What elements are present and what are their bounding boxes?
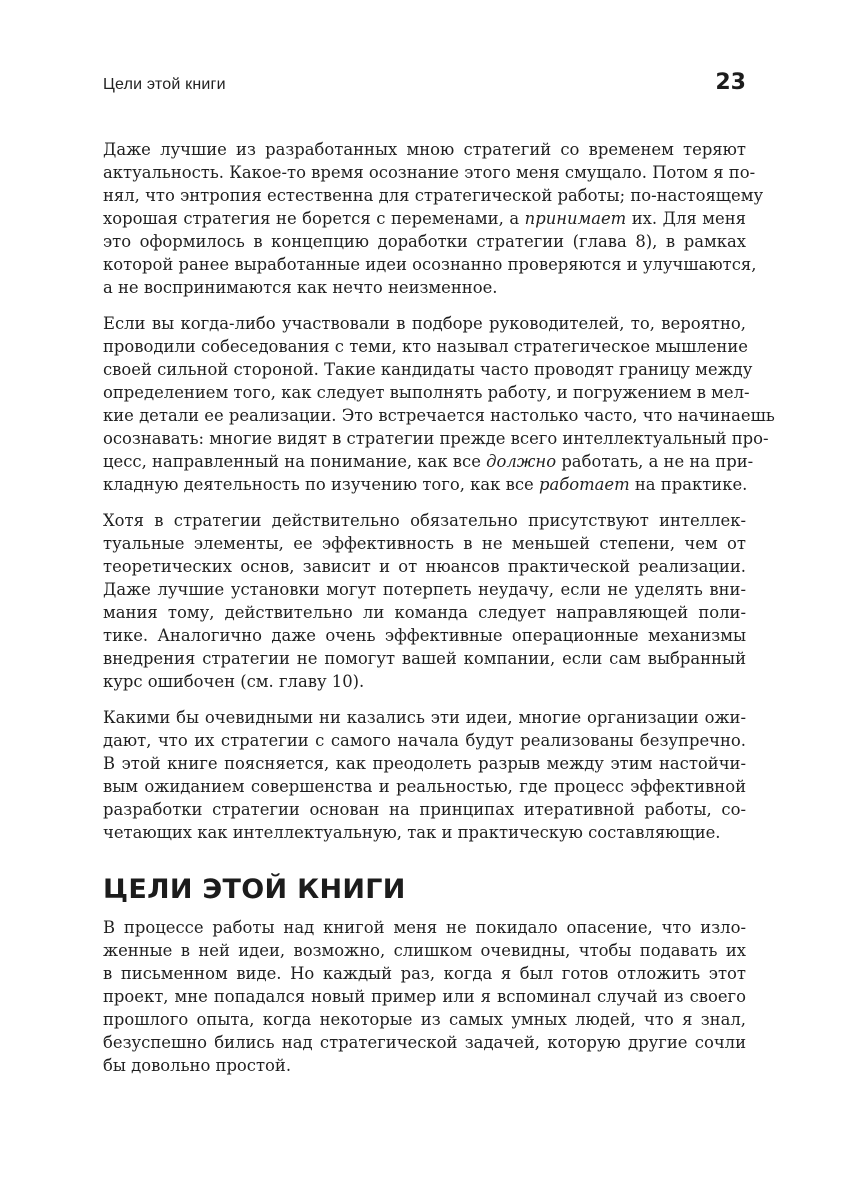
text-line: которой ранее выработанные идеи осознанно проверяются и улучшаются, <box>103 255 757 274</box>
text-line: безуспешно бились над стратегической задачей, которую другие сочли <box>103 1033 746 1052</box>
text-line: Какими бы очевидными ни казались эти идеи, многие организации ожи- <box>103 708 746 727</box>
text-line: Хотя в стратегии действительно обязательно присутствуют интеллек- <box>103 511 746 530</box>
text-line: хорошая стратегия не борется с переменами, а принимает их. Для меня <box>103 209 746 228</box>
text-line: В процессе работы над книгой меня не покидало опасение, что изло- <box>103 918 746 937</box>
text-line: дают, что их стратегии с самого начала будут реализованы безупречно. <box>103 731 746 750</box>
text-line: в письменном виде. Но каждый раз, когда я был готов отложить этот <box>103 964 746 983</box>
emphasis: должно <box>486 452 557 471</box>
text-line: курс ошибочен (см. главу 10). <box>103 672 365 691</box>
text-line: цесс, направленный на понимание, как все должно работать, а не на при- <box>103 452 754 471</box>
text-line: внедрения стратегии не помогут вашей компании, если сам выбранный <box>103 649 746 668</box>
text-line: Даже лучшие установки могут потерпеть неудачу, если не уделять вни- <box>103 580 746 599</box>
emphasis: работает <box>538 475 630 494</box>
text-line: женные в ней идеи, возможно, слишком очевидны, чтобы подавать их <box>103 941 746 960</box>
text-line: туальные элементы, ее эффективность в не меньшей степени, чем от <box>103 534 746 553</box>
running-head: Цели этой книги <box>103 76 226 93</box>
text-line: своей сильной стороной. Такие кандидаты часто проводят границу между <box>103 360 753 379</box>
paragraph <box>103 138 764 299</box>
paragraph <box>103 706 746 844</box>
emphasis: принимает <box>524 209 627 228</box>
text-line: бы довольно простой. <box>103 1056 292 1075</box>
text-line: а не воспринимаются как нечто неизменное. <box>103 278 498 297</box>
text-line: проект, мне попадался новый пример или я вспоминал случай из своего <box>103 987 746 1006</box>
text-line: В этой книге поясняется, как преодолеть разрыв между этим настойчи- <box>103 754 746 773</box>
text-line: мания тому, действительно ли команда следует направляющей поли- <box>103 603 746 622</box>
text-line: Если вы когда-либо участвовали в подборе руководителей, то, вероятно, <box>103 314 746 333</box>
section-heading: ЦЕЛИ ЭТОЙ КНИГИ <box>103 874 406 905</box>
text-line: кладную деятельность по изучению того, как все работает на практике. <box>103 475 748 494</box>
text-line: тике. Аналогично даже очень эффективные операционные механизмы <box>103 626 746 645</box>
paragraph <box>103 916 746 1077</box>
text-line: Даже лучшие из разработанных мною стратегий со временем теряют <box>103 140 746 159</box>
text-line: это оформилось в концепцию доработки стратегии (глава 8), в рамках <box>103 232 746 251</box>
text-line: теоретических основ, зависит и от нюансов практической реализации. <box>103 557 746 576</box>
text-line: прошлого опыта, когда некоторые из самых умных людей, что я знал, <box>103 1010 746 1029</box>
text-line: осознавать: многие видят в стратегии прежде всего интеллектуальный про- <box>103 429 769 448</box>
text-line: актуальность. Какое-то время осознание этого меня смущало. Потом я по- <box>103 163 756 182</box>
text-line: разработки стратегии основан на принципах итеративной работы, со- <box>103 800 746 819</box>
text-line: кие детали ее реализации. Это встречается настолько часто, что начинаешь <box>103 406 775 425</box>
text-line: нял, что энтропия естественна для стратегической работы; по-настоящему <box>103 186 764 205</box>
text-line: вым ожиданием совершенства и реальностью, где процесс эффективной <box>103 777 746 796</box>
text-line: проводили собеседования с теми, кто называл стратегическое мышление <box>103 337 748 356</box>
page-number: 23 <box>715 70 746 95</box>
paragraph <box>103 509 746 693</box>
intro-paragraphs <box>103 138 775 844</box>
section-paragraphs <box>103 916 746 1077</box>
body-text <box>103 138 775 1090</box>
text-line: четающих как интеллектуальную, так и практическую составляющие. <box>103 823 721 842</box>
paragraph <box>103 312 775 496</box>
text-line: определением того, как следует выполнять работу, и погружением в мел- <box>103 383 750 402</box>
